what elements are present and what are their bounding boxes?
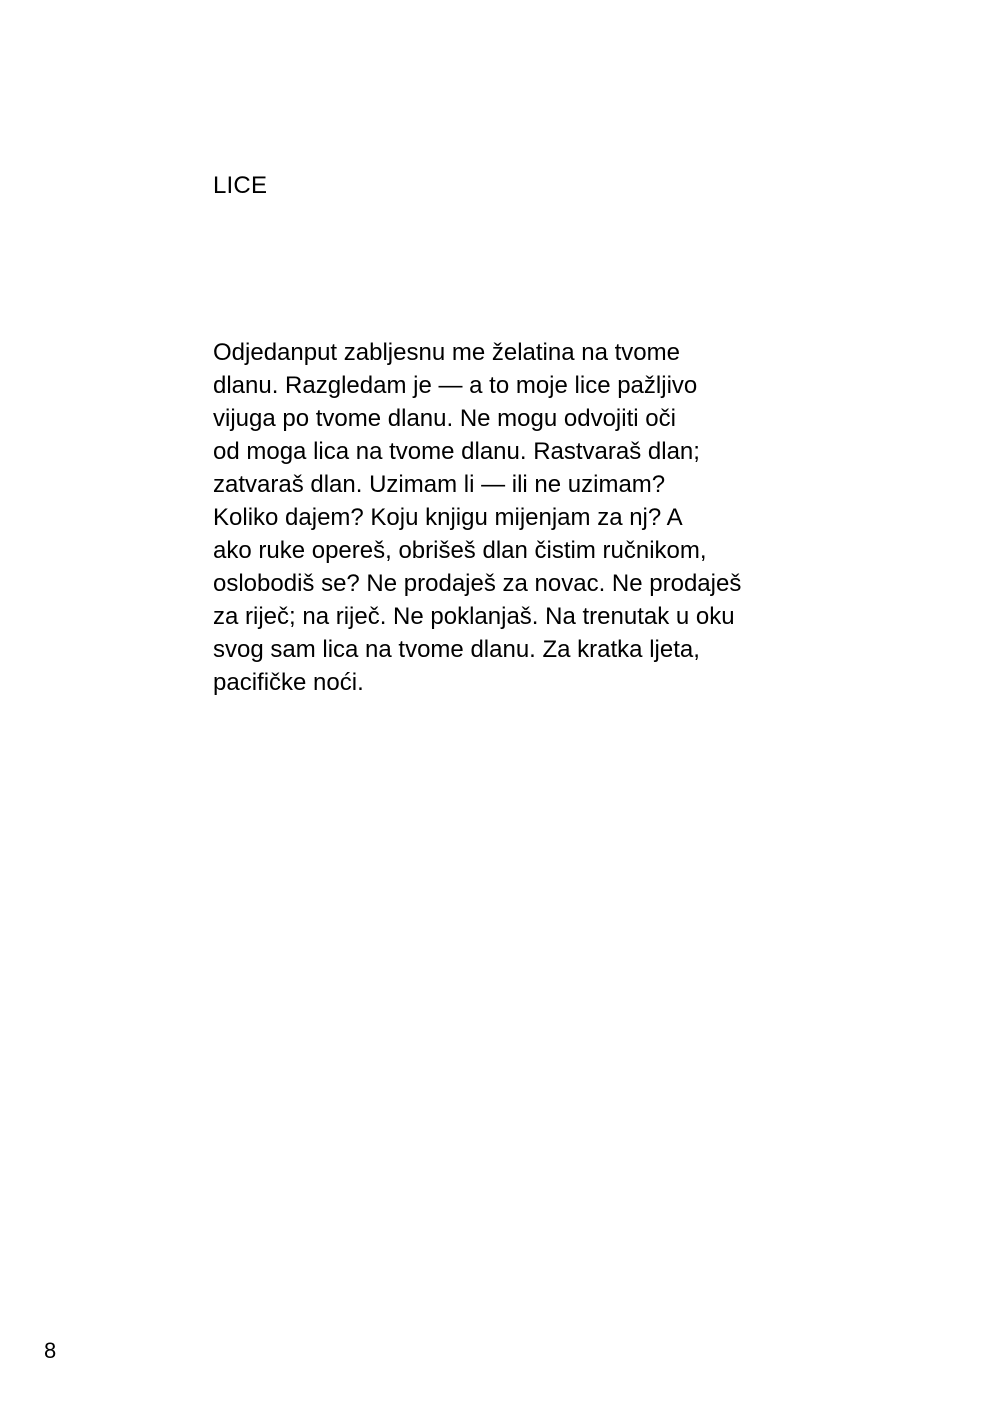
poem-line: oslobodiš se? Ne prodaješ za novac. Ne prodaješ bbox=[213, 570, 742, 597]
poem-body bbox=[213, 336, 913, 699]
poem-line: ako ruke opereš, obrišeš dlan čistim ručnikom, bbox=[213, 537, 707, 564]
poem-title: LICE bbox=[213, 172, 268, 199]
poem-line: pacifičke noći. bbox=[213, 669, 364, 696]
poem-line: svog sam lica na tvome dlanu. Za kratka ljeta, bbox=[213, 636, 700, 663]
poem-line: Odjedanput zabljesnu me želatina na tvome bbox=[213, 339, 680, 366]
poem-line: Koliko dajem? Koju knjigu mijenjam za nj? A bbox=[213, 504, 683, 531]
poem-line: dlanu. Razgledam je — a to moje lice pažljivo bbox=[213, 372, 698, 399]
poem-line: zatvaraš dlan. Uzimam li — ili ne uzimam? bbox=[213, 471, 666, 498]
poem-line: od moga lica na tvome dlanu. Rastvaraš dlan; bbox=[213, 438, 700, 465]
poem-line: vijuga po tvome dlanu. Ne mogu odvojiti oči bbox=[213, 405, 676, 432]
page-number: 8 bbox=[44, 1338, 57, 1363]
poem-line: za riječ; na riječ. Ne poklanjaš. Na trenutak u oku bbox=[213, 603, 735, 630]
